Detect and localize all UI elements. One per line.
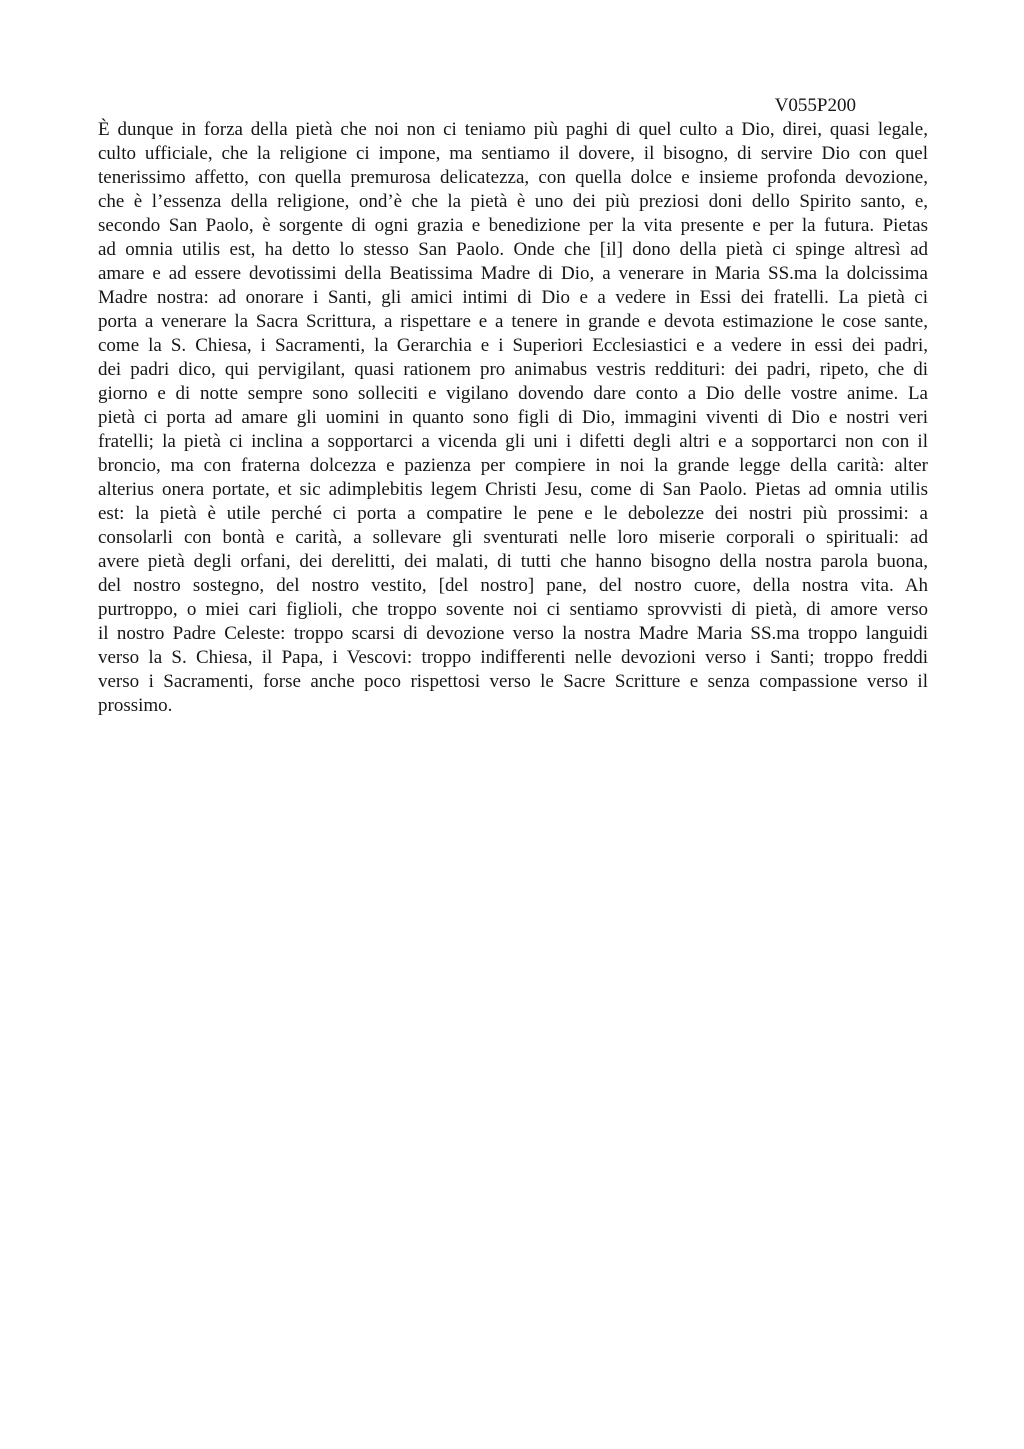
text-line: avere pietà degli orfani, dei derelitti, dei malati, di tutti che hanno bisogno della nostra parola buona, xyxy=(98,551,928,572)
text-line: purtroppo, o miei cari figlioli, che troppo sovente noi ci sentiamo sprovvisti di pietà, di amore verso xyxy=(98,599,928,620)
text-line: come la S. Chiesa, i Sacramenti, la Gerarchia e i Superiori Ecclesiastici e a vedere in essi dei padri, xyxy=(98,335,928,356)
text-line: Madre nostra: ad onorare i Santi, gli amici intimi di Dio e a vedere in Essi dei fratelli. La pietà ci xyxy=(98,287,928,308)
text-line: che è l’essenza della religione, ond’è che la pietà è uno dei più preziosi doni dello Spirito santo, e, xyxy=(98,191,928,212)
page-code: V055P200 xyxy=(774,95,856,116)
text-line: È dunque in forza della pietà che noi non ci teniamo più paghi di quel culto a Dio, direi, quasi legale, xyxy=(98,119,928,140)
text-line: pietà ci porta ad amare gli uomini in quanto sono figli di Dio, immagini viventi di Dio e nostri veri xyxy=(98,407,928,428)
text-line: prossimo. xyxy=(98,695,173,716)
text-line: consolarli con bontà e carità, a sollevare gli sventurati nelle loro miserie corporali o spirituali: ad xyxy=(98,527,928,548)
paragraph xyxy=(98,118,928,718)
text-line: est: la pietà è utile perché ci porta a compatire le pene e le debolezze dei nostri più prossimi: a xyxy=(98,503,928,524)
text-line: fratelli; la pietà ci inclina a sopportarci a vicenda gli uni i difetti degli altri e a sopportarci non con il xyxy=(98,431,928,452)
text-line: tenerissimo affetto, con quella premurosa delicatezza, con quella dolce e insieme profonda devozione, xyxy=(98,167,928,188)
text-line: broncio, ma con fraterna dolcezza e pazienza per compiere in noi la grande legge della carità: alter xyxy=(98,455,928,476)
text-line: amare e ad essere devotissimi della Beatissima Madre di Dio, a venerare in Maria SS.ma la dolcissima xyxy=(98,263,928,284)
text-line: verso i Sacramenti, forse anche poco rispettosi verso le Sacre Scritture e senza compassione verso il xyxy=(98,671,928,692)
text-line: ad omnia utilis est, ha detto lo stesso San Paolo. Onde che [il] dono della pietà ci spinge altresì ad xyxy=(98,239,928,260)
text-line: verso la S. Chiesa, il Papa, i Vescovi: troppo indifferenti nelle devozioni verso i Santi; troppo freddi xyxy=(98,647,928,668)
text-line: giorno e di notte sempre sono solleciti e vigilano dovendo dare conto a Dio delle vostre anime. La xyxy=(98,383,928,404)
text-line: secondo San Paolo, è sorgente di ogni grazia e benedizione per la vita presente e per la futura. Pietas xyxy=(98,215,928,236)
text-line: il nostro Padre Celeste: troppo scarsi di devozione verso la nostra Madre Maria SS.ma troppo languidi xyxy=(98,623,928,644)
text-line: culto ufficiale, che la religione ci impone, ma sentiamo il dovere, il bisogno, di servire Dio con quel xyxy=(98,143,928,164)
text-line: dei padri dico, qui pervigilant, quasi rationem pro animabus vestris reddituri: dei padri, ripeto, che di xyxy=(98,359,928,380)
text-block xyxy=(98,94,928,718)
text-line: alterius onera portate, et sic adimplebitis legem Christi Jesu, come di San Paolo. Pietas ad omnia utilis xyxy=(98,479,928,500)
text-line: porta a venerare la Sacra Scrittura, a rispettare e a tenere in grande e devota estimazione le cose sante, xyxy=(98,311,928,332)
text-line: del nostro sostegno, del nostro vestito, [del nostro] pane, del nostro cuore, della nostra vita. Ah xyxy=(98,575,928,596)
